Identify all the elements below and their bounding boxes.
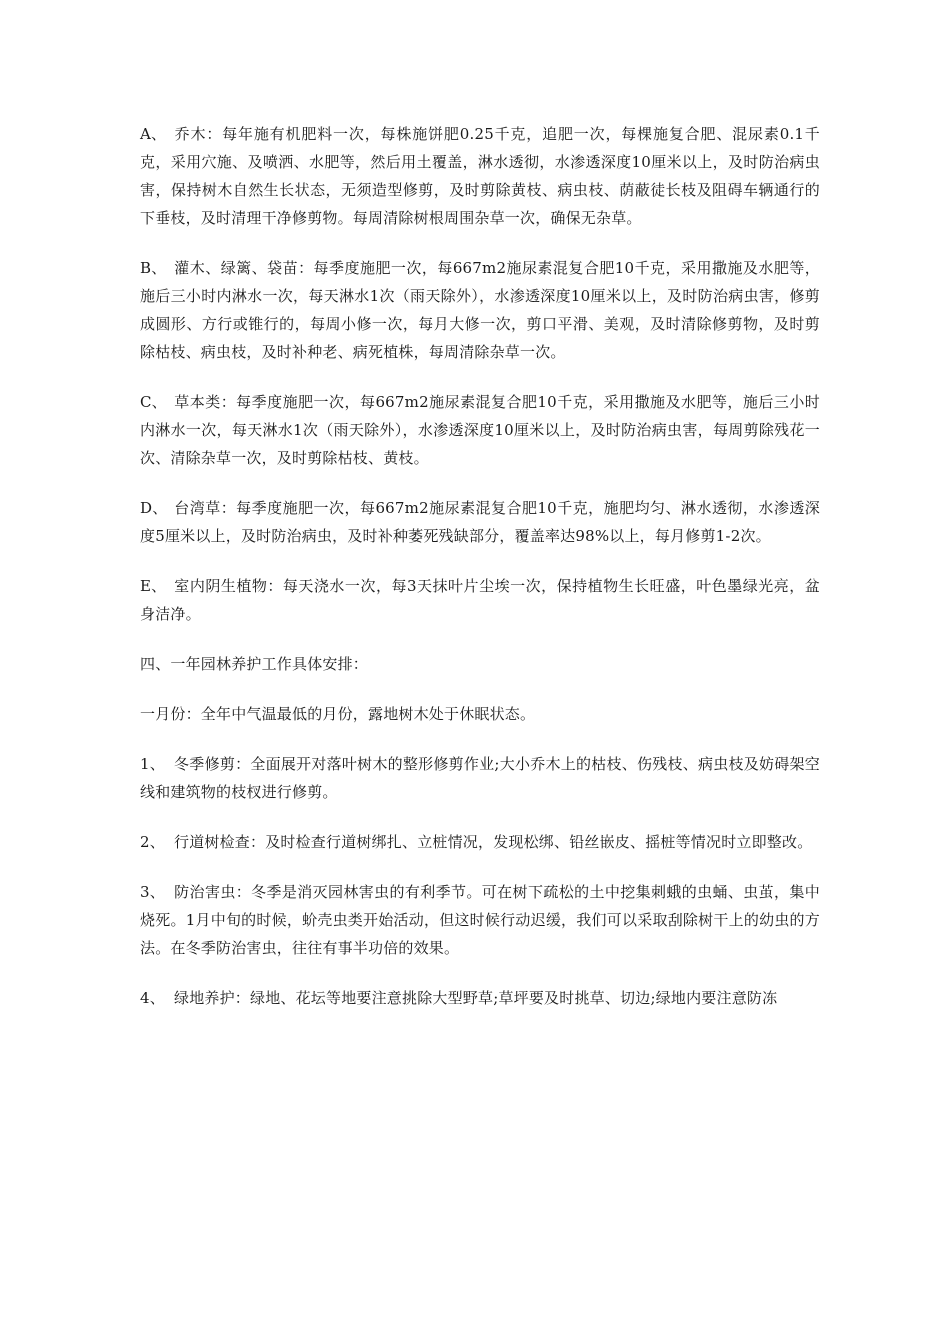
paragraph-2	[140, 828, 820, 856]
paragraph-text: 灌木、绿篱、袋苗：每季度施肥一次，每667m2施尿素混复合肥10千克，采用撒施及水肥等，施后三小时内淋水一次，每天淋水1次（雨天除外），水渗透深度10厘米以上，及时防治病虫害，修剪成圆形、方行或锥行的，每周小修一次，每月大修一次，剪口平滑、美观，及时清除修剪物，及时剪除枯枝、病虫枝，及时补种老、病死植株，每周清除杂草一次。	[140, 259, 820, 361]
paragraph-text: 四、一年园林养护工作具体安排：	[140, 655, 369, 673]
paragraph-text: 防治害虫：冬季是消灭园林害虫的有利季节。可在树下疏松的土中挖集刺蛾的虫蛹、虫茧，集中烧死。1月中旬的时候，蚧壳虫类开始活动，但这时候行动迟缓，我们可以采取刮除树干上的幼虫的方法。在冬季防治害虫，往往有事半功倍的效果。	[140, 883, 820, 957]
paragraph-marker: B、	[140, 259, 167, 277]
paragraph-marker: 1、	[140, 755, 165, 773]
paragraph-text: 台湾草：每季度施肥一次，每667m2施尿素混复合肥10千克，施肥均匀、淋水透彻，水渗透深度5厘米以上，及时防治病虫，及时补种萎死残缺部分，覆盖率达98%以上，每月修剪1-2次。	[140, 499, 820, 545]
paragraph-text: 一月份：全年中气温最低的月份，露地树木处于休眠状态。	[140, 705, 536, 723]
paragraph-1	[140, 750, 820, 806]
paragraph-e	[140, 572, 820, 628]
paragraph-4	[140, 984, 820, 1012]
month-heading	[140, 700, 820, 728]
paragraph-marker: A、	[140, 125, 167, 143]
paragraph-3	[140, 878, 820, 962]
paragraph-marker: 3、	[140, 883, 165, 901]
paragraph-text: 绿地养护：绿地、花坛等地要注意挑除大型野草;草坪要及时挑草、切边;绿地内要注意防冻	[174, 989, 778, 1007]
paragraph-c	[140, 388, 820, 472]
paragraph-text: 室内阴生植物：每天浇水一次，每3天抹叶片尘埃一次，保持植物生长旺盛，叶色墨绿光亮，盆身洁净。	[140, 577, 820, 623]
section-heading	[140, 650, 820, 678]
paragraph-text: 冬季修剪：全面展开对落叶树木的整形修剪作业;大小乔木上的枯枝、伤残枝、病虫枝及妨碍架空线和建筑物的枝杈进行修剪。	[140, 755, 820, 801]
paragraph-text: 草本类：每季度施肥一次，每667m2施尿素混复合肥10千克，采用撒施及水肥等，施后三小时内淋水一次，每天淋水1次（雨天除外），水渗透深度10厘米以上，及时防治病虫害，每周剪除残花一次、清除杂草一次，及时剪除枯枝、黄枝。	[140, 393, 820, 467]
paragraph-marker: E、	[140, 577, 167, 595]
paragraph-a	[140, 120, 820, 232]
document-body	[140, 120, 820, 1034]
paragraph-marker: C、	[140, 393, 167, 411]
paragraph-marker: D、	[140, 499, 168, 517]
paragraph-d	[140, 494, 820, 550]
paragraph-marker: 4、	[140, 989, 165, 1007]
paragraph-text: 乔木：每年施有机肥料一次，每株施饼肥0.25千克，追肥一次，每棵施复合肥、混尿素0.1千克，采用穴施、及喷洒、水肥等，然后用土覆盖，淋水透彻，水渗透深度10厘米以上，及时防治病虫害，保持树木自然生长状态，无须造型修剪，及时剪除黄枝、病虫枝、荫蔽徒长枝及阻碍车辆通行的下垂枝，及时清理干净修剪物。每周清除树根周围杂草一次，确保无杂草。	[140, 125, 820, 227]
paragraph-marker: 2、	[140, 833, 165, 851]
paragraph-text: 行道树检查：及时检查行道树绑扎、立桩情况，发现松绑、铅丝嵌皮、摇桩等情况时立即整改。	[174, 833, 813, 851]
paragraph-b	[140, 254, 820, 366]
